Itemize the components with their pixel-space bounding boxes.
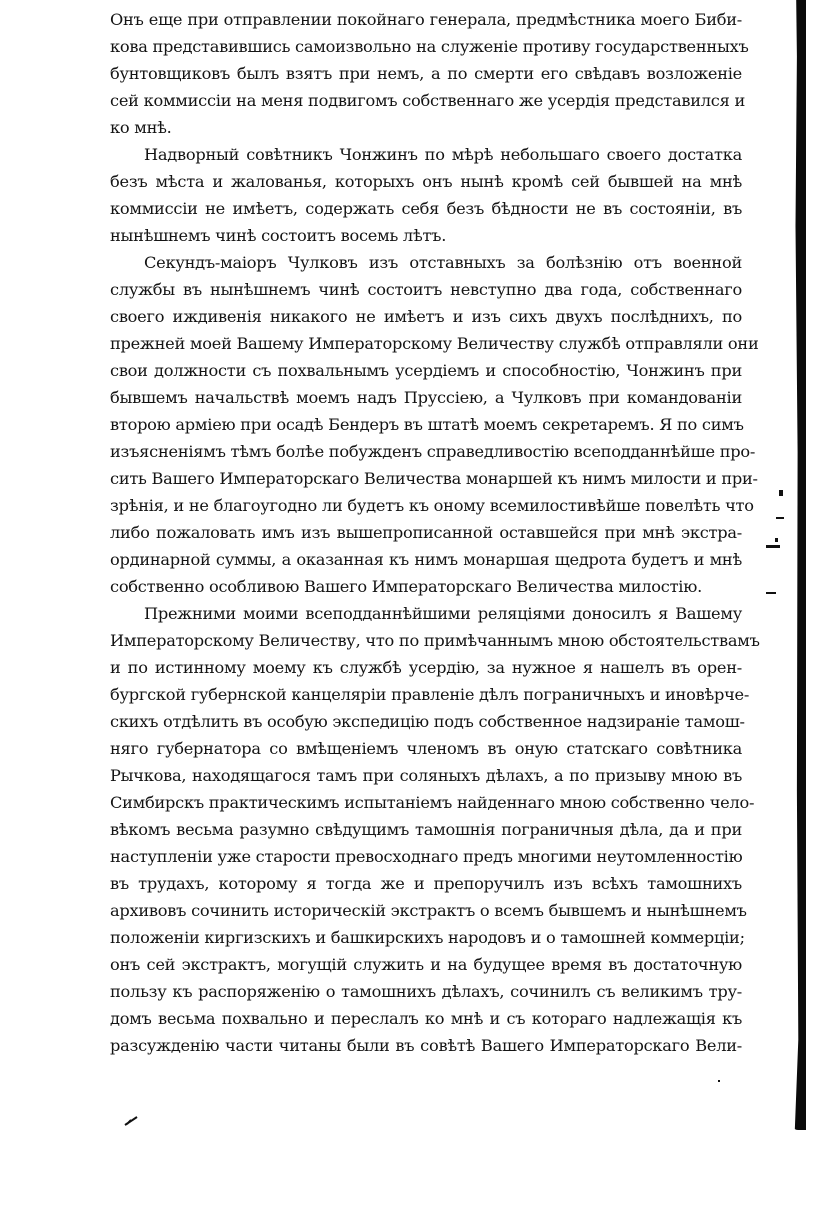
text-line: либо пожаловать имъ изъ вышепрописанной оставшейся при мнѣ экстра- — [110, 523, 742, 542]
text-line: нынѣшнемъ чинѣ состоитъ восемь лѣтъ. — [110, 226, 447, 245]
text-line: коммиссіи не имѣетъ, содержать себя безъ бѣдности не въ состояніи, въ — [110, 199, 742, 218]
text-line: пользу къ распоряженію о тамошнихъ дѣлахъ, сочинилъ съ великимъ тру- — [110, 982, 742, 1001]
paragraph — [110, 600, 760, 1059]
text-line: Прежними моими всеподданнѣйшими реляціями доносилъ я Вашему — [144, 604, 742, 623]
text-line: домъ весьма похвально и переслалъ ко мнѣ и съ котораго надлежащія къ — [110, 1009, 742, 1028]
scan-speck — [779, 490, 783, 496]
text-line: свои должности съ похвальнымъ усердіемъ и способностію, Чонжинъ при — [110, 361, 742, 380]
text-line: Симбирскъ практическимъ испытаніемъ найденнаго мною собственно чело- — [110, 793, 755, 812]
scan-speck — [776, 517, 784, 519]
text-line: изъясненіямъ тѣмъ болѣе побужденъ справедливостію всеподданнѣйше про- — [110, 442, 756, 461]
text-line: зрѣнія, и не благоугодно ли будетъ къ оному всемилостивѣйше повелѣть что — [110, 496, 754, 515]
text-line: бунтовщиковъ былъ взятъ при немъ, а по смерти его свѣдавъ возложеніе — [110, 64, 742, 83]
text-line: и по истинному моему къ службѣ усердію, за нужное я нашелъ въ орен- — [110, 658, 742, 677]
text-line: онъ сей экстрактъ, могущій служить и на будущее время въ достаточную — [110, 955, 742, 974]
text-line: сей коммиссіи на меня подвигомъ собственнаго же усердія представился и — [110, 91, 746, 110]
text-line: Онъ еще при отправлении покойнаго генерала, предмѣстника моего Биби- — [110, 10, 742, 29]
text-line: ординарной суммы, а оказанная къ нимъ монаршая щедрота будетъ и мнѣ — [110, 550, 742, 569]
text-line: Рычкова, находящагося тамъ при соляныхъ дѣлахъ, а по призыву мною въ — [110, 766, 742, 785]
scan-speck — [718, 1080, 720, 1082]
text-line: наступленіи уже старости превосходнаго предъ многими неутомленностію — [110, 847, 743, 866]
paragraph — [110, 6, 749, 141]
paragraph — [110, 249, 759, 600]
text-line: бургской губернской канцеляріи правленіе дѣлъ пограничныхъ и иновѣрче- — [110, 685, 750, 704]
text-line: няго губернатора со вмѣщеніемъ членомъ въ оную статскаго совѣтника — [110, 739, 742, 758]
text-line: бывшемъ начальствѣ моемъ надъ Пруссіею, а Чулковъ при командованіи — [110, 388, 742, 407]
text-line: Надворный совѣтникъ Чонжинъ по мѣрѣ небольшаго своего достатка — [144, 145, 742, 164]
scan-speck — [775, 538, 778, 542]
text-line: второю арміею при осадѣ Бендеръ въ штатѣ моемъ секретаремъ. Я по симъ — [110, 415, 744, 434]
pencil-mark-icon — [124, 1116, 138, 1126]
text-line: прежней моей Вашему Императорскому Величеству службѣ отправляли они — [110, 334, 759, 353]
text-line: въ трудахъ, которому я тогда же и препоручилъ изъ всѣхъ тамошнихъ — [110, 874, 742, 893]
text-line: Секундъ-маіоръ Чулковъ изъ отставныхъ за болѣзнію отъ военной — [144, 253, 742, 272]
text-line: сить Вашего Императорскаго Величества монаршей къ нимъ милости и при- — [110, 469, 758, 488]
text-line: разсужденію части читаны были въ совѣтѣ Вашего Императорскаго Вели- — [110, 1036, 742, 1055]
text-line: Императорскому Величеству, что по примѣчаннымъ мною обстоятельствамъ — [110, 631, 760, 650]
text-line: скихъ отдѣлить въ особую экспедицію подъ собственное надзираніе тамош- — [110, 712, 745, 731]
body-text — [110, 6, 760, 1059]
scan-speck — [766, 545, 780, 548]
text-line: положеніи киргизскихъ и башкирскихъ народовъ и о тамошней коммерціи; — [110, 928, 745, 947]
text-line: собственно особливою Вашего Императорскаго Величества милостію. — [110, 577, 702, 596]
text-line: кова представившись самоизвольно на служеніе противу государственныхъ — [110, 37, 749, 56]
text-line: ко мнѣ. — [110, 118, 172, 137]
text-line: безъ мѣста и жалованья, которыхъ онъ нынѣ кромѣ сей бывшей на мнѣ — [110, 172, 742, 191]
paragraph — [110, 141, 742, 249]
scan-edge-shadow — [792, 0, 806, 1130]
text-line: архивовъ сочинить историческій экстрактъ о всемъ бывшемъ и нынѣшнемъ — [110, 901, 747, 920]
text-line: службы въ нынѣшнемъ чинѣ состоитъ невступно два года, собственнаго — [110, 280, 742, 299]
scan-speck — [766, 592, 776, 594]
text-line: своего иждивенія никакого не имѣетъ и изъ сихъ двухъ послѣднихъ, по — [110, 307, 742, 326]
text-line: вѣкомъ весьма разумно свѣдущимъ тамошнія пограничныя дѣла, да и при — [110, 820, 742, 839]
